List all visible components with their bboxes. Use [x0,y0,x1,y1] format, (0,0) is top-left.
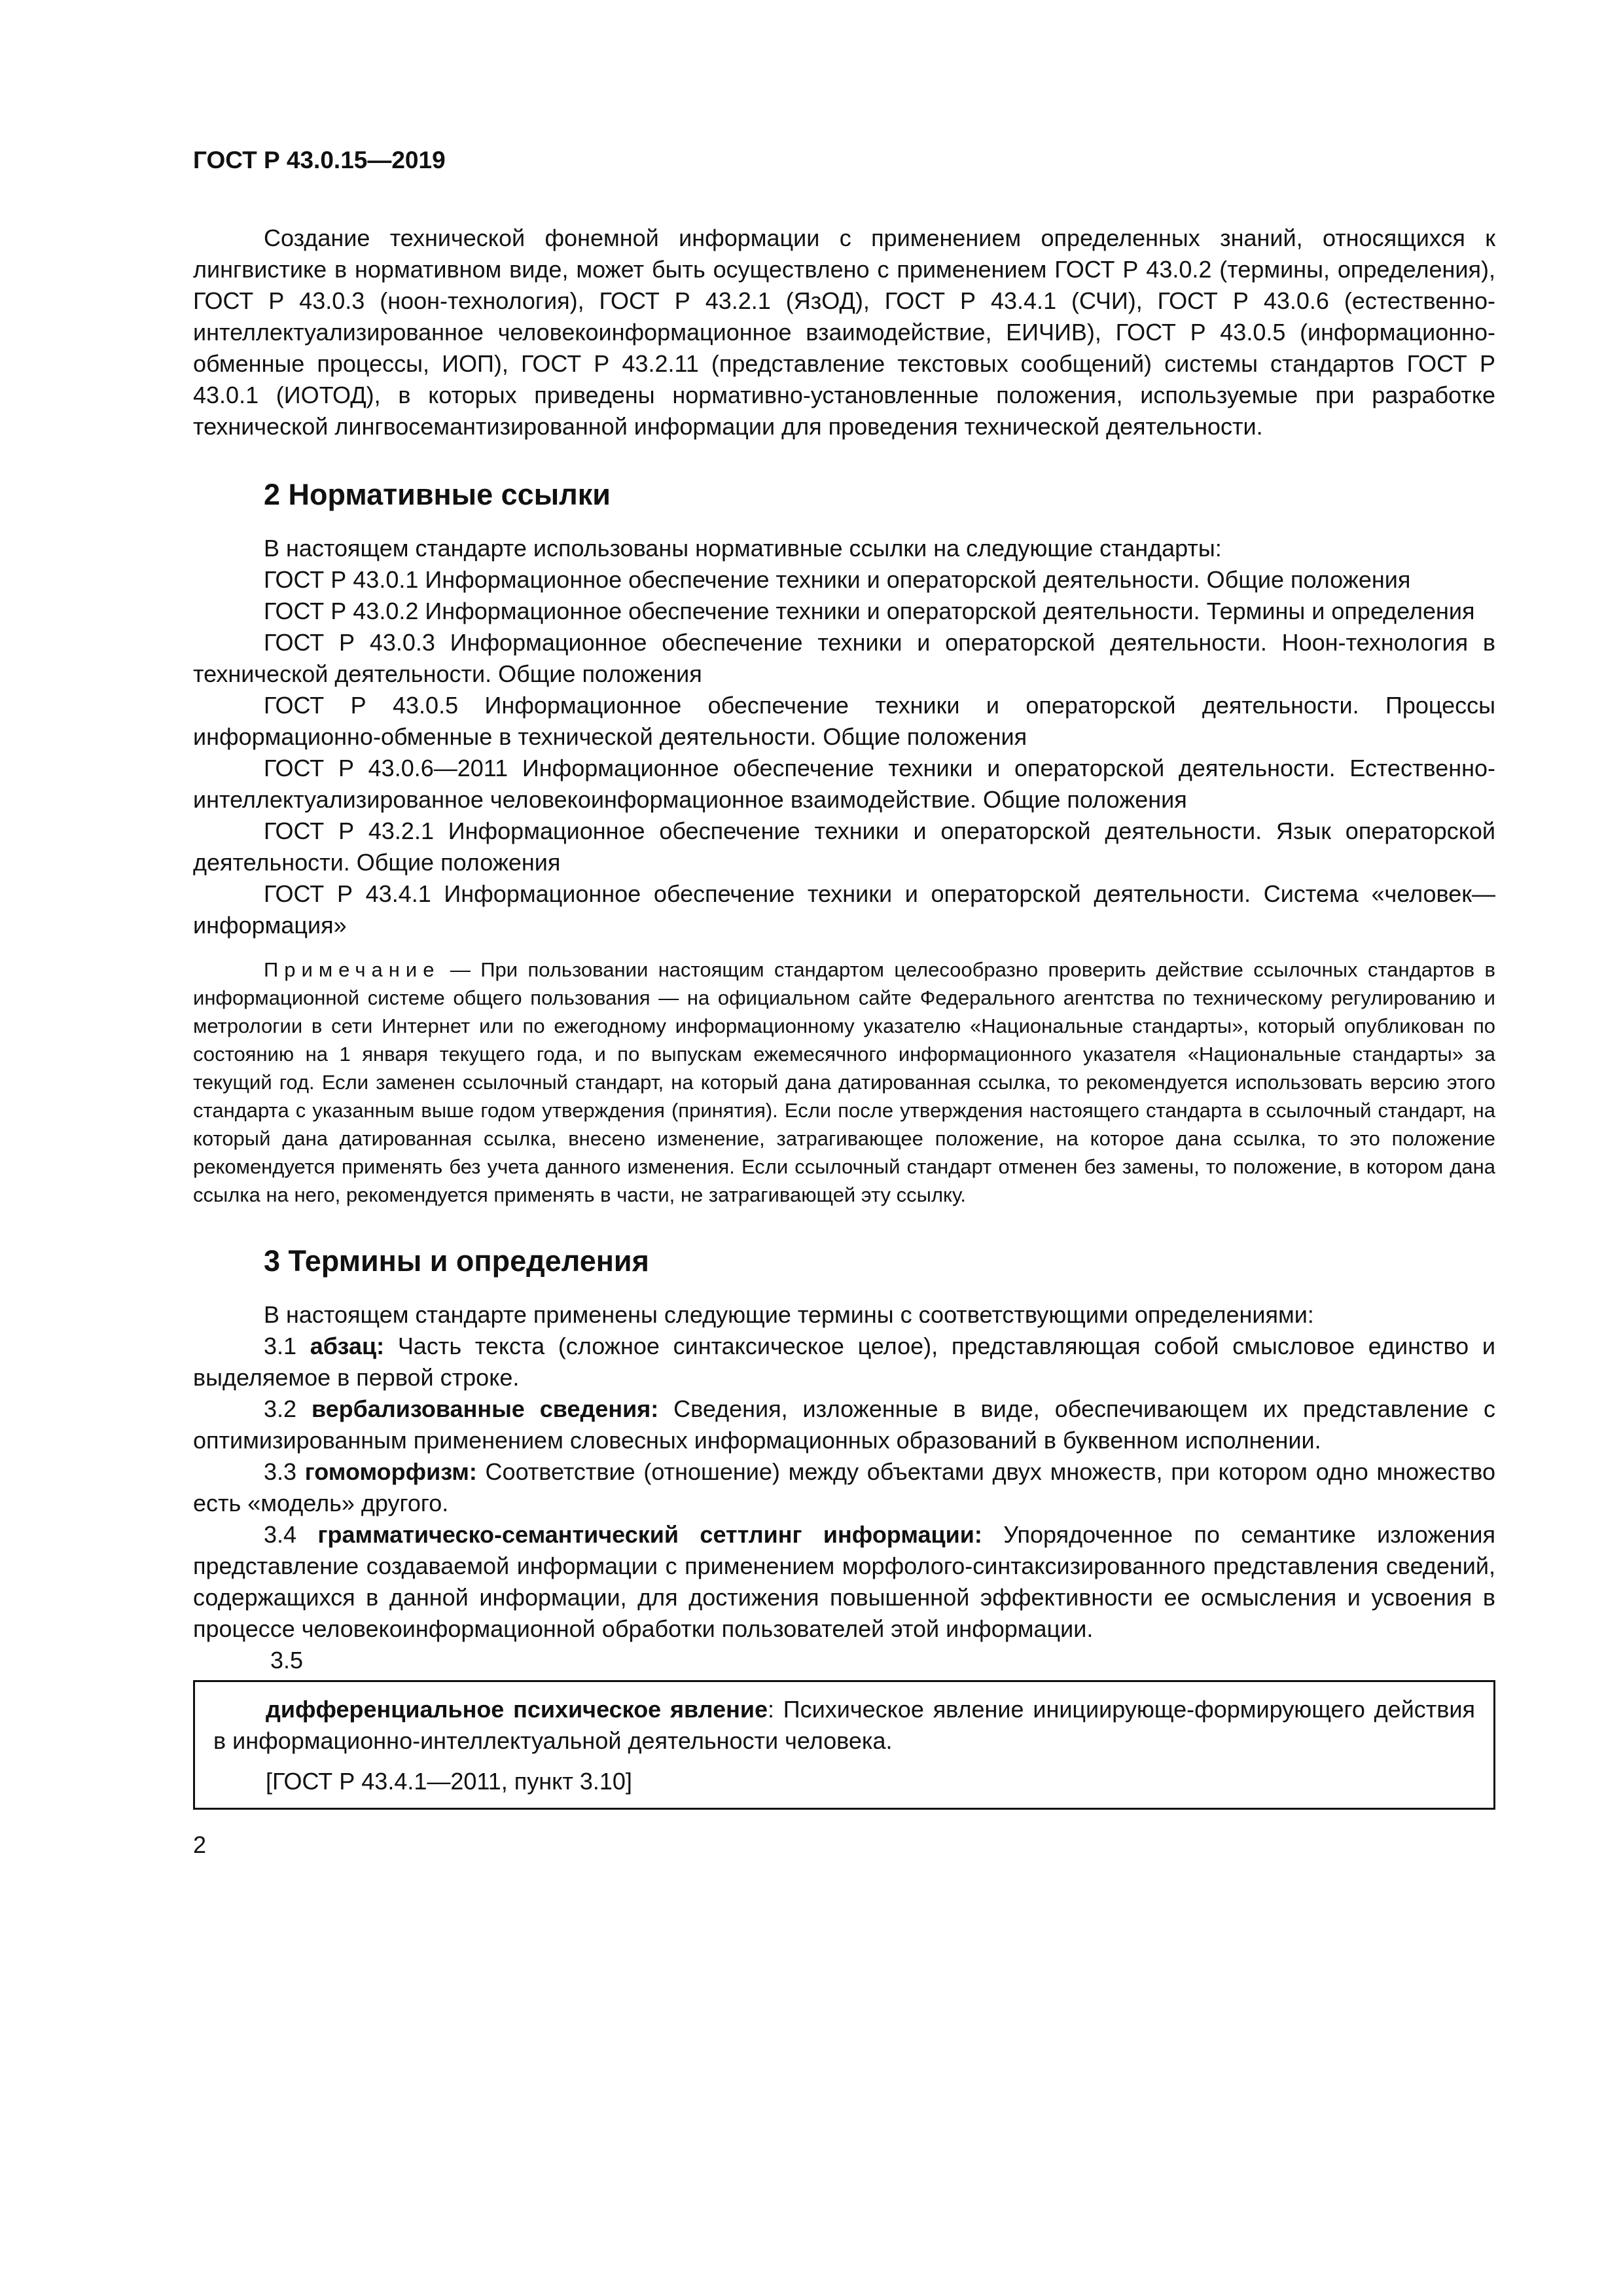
term-number: 3.1 [264,1333,310,1359]
normative-reference: ГОСТ Р 43.0.2 Информационное обеспечение техники и операторской деятельности. Термины и определения [264,598,1475,624]
document-page [193,144,1495,1861]
term-name: вербализованные сведения: [311,1395,659,1422]
normative-reference: ГОСТ Р 43.0.1 Информационное обеспечение техники и операторской деятельности. Общие положения [264,566,1411,593]
normative-reference: ГОСТ Р 43.0.6—2011 Информационное обеспечение техники и операторской деятельности. Естественно-интеллектуализированное человекоинформационное взаимодействие. Общие положения [193,755,1495,813]
term-name: абзац: [310,1333,385,1359]
term-entry [193,1331,1495,1393]
page-number: 2 [193,1831,207,1858]
term-name: дифференциальное психическое явление [266,1696,768,1723]
term-entry [213,1694,1475,1757]
term-source-reference: [ГОСТ Р 43.4.1—2011, пункт 3.10] [266,1768,632,1795]
term-entry [193,1393,1495,1456]
normative-reference: ГОСТ Р 43.0.5 Информационное обеспечение техники и операторской деятельности. Процессы информационно-обменные в технической деятельности. Общие положения [193,692,1495,750]
term-entry [193,1519,1495,1645]
term-number: 3.2 [264,1395,312,1422]
term-entry [193,1456,1495,1519]
term-number: 3.3 [264,1458,305,1485]
note-text: — При пользовании настоящим стандартом целесообразно проверить действие ссылочных стандартов в информационной системе общего пользования — на официальном сайте Федерального агентства по техническому регулированию и метрологии в сети Интернет или по ежегодному информационному указателю «Национальные стандарты», который опубликован по состоянию на 1 января текущего года, и по выпускам ежемесячного информационного указателя «Национальные стандарты» за текущий год. Если заменен ссылочный стандарт, на который дана датированная ссылка, то рекомендуется использовать версию этого стандарта с указанным выше годом утверждения (принятия). Если после утверждения настоящего стандарта в ссылочный стандарт, на который дана датированная ссылка, внесено изменение, затрагивающее положение, на которое дана ссылка, то это положение рекомендуется применять без учета данного изменения. Если ссылочный стандарт отменен без замены, то положение, в котором дана ссылка на него, рекомендуется применять в части, не затрагивающей эту ссылку. [193,958,1495,1206]
term-definition: : Психическое явление инициирующе-формирующего действия в информационно-интеллектуальной деятельности человека. [213,1696,1476,1754]
normative-reference: ГОСТ Р 43.4.1 Информационное обеспечение техники и операторской деятельности. Система «человек—информация» [193,880,1495,939]
term-number: 3.5 [270,1647,304,1674]
intro-paragraph: Создание технической фонемной информации с применением определенных знаний, относящихся к лингвистике в нормативном виде, может быть осуществлено с применением ГОСТ Р 43.0.2 (термины, определения), ГОСТ Р 43.0.3 (ноон-технология), ГОСТ Р 43.2.1 (ЯзОД), ГОСТ Р 43.4.1 (СЧИ), ГОСТ Р 43.0.6 (естественно-интеллектуализированное человекоинформационное взаимодействие, ЕИЧИВ), ГОСТ Р 43.0.5 (информационно-обменные процессы, ИОП), ГОСТ Р 43.2.11 (представление текстовых сообщений) системы стандартов ГОСТ Р 43.0.1 (ИОТОД), в которых приведены нормативно-установленные положения, используемые при разработке технической лингвосемантизированной информации для проведения технической деятельности. [193,224,1495,440]
section-2-lead: В настоящем стандарте использованы нормативные ссылки на следующие стандарты: [264,535,1222,562]
term-number: 3.4 [264,1521,318,1548]
term-definition: Соответствие (отношение) между объектами двух множеств, при котором одно множество есть «модель» другого. [193,1458,1495,1516]
borrowed-term-box [193,1680,1495,1810]
note [193,956,1495,1209]
term-definition: Часть текста (сложное синтаксическое целое), представляющая собой смысловое единство и выделяемое в первой строке. [193,1333,1496,1391]
standard-designation: ГОСТ Р 43.0.15—2019 [193,147,446,173]
term-definition: Упорядоченное по семантике изложения представление создаваемой информации с применением морфолого-синтаксизированного представления сведений, содержащихся в данной информации, для достижения повышенной эффективности ее осмысления и усвоения в процессе человекоинформационной обработки пользователей этой информации. [193,1521,1495,1642]
normative-reference: ГОСТ Р 43.2.1 Информационное обеспечение техники и операторской деятельности. Язык операторской деятельности. Общие положения [193,817,1495,876]
section-3-heading: 3 Термины и определения [264,1244,649,1278]
term-definition: Сведения, изложенные в виде, обеспечивающем их представление с оптимизированным применением словесных информационных образований в буквенном исполнении. [193,1395,1496,1454]
section-3-lead: В настоящем стандарте применены следующие термины с соответствующими определениями: [264,1301,1314,1328]
normative-reference: ГОСТ Р 43.0.3 Информационное обеспечение техники и операторской деятельности. Ноон-технология в технической деятельности. Общие положения [193,629,1495,687]
term-name: гомоморфизм: [304,1458,477,1485]
term-name: грамматическо-семантический сеттлинг информации: [317,1521,982,1548]
note-label: Примечание [264,958,440,981]
section-2-heading: 2 Нормативные ссылки [264,478,611,511]
